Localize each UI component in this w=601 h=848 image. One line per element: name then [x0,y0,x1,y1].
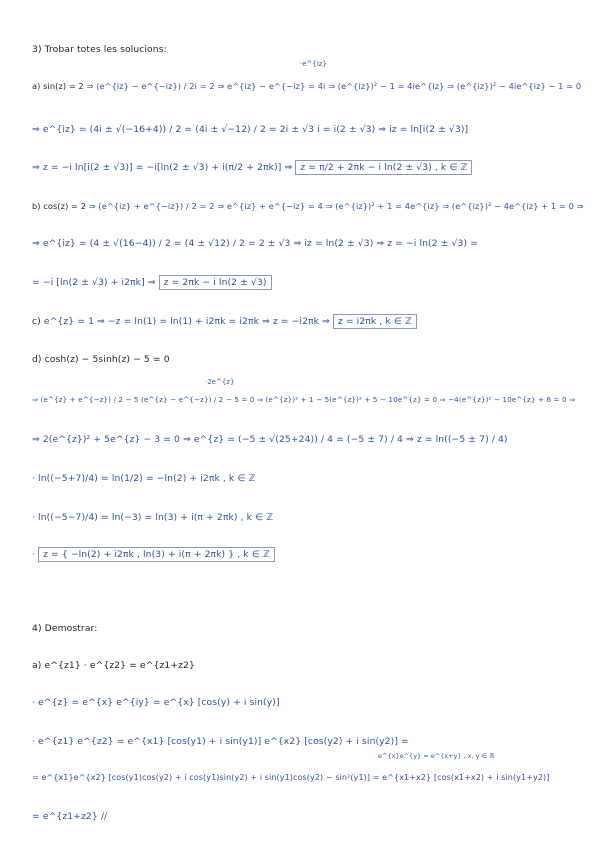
problem-4a-line-2: · e^{z1} e^{z2} = e^{x1} [cos(y1) + i sin(y1)] e^{x2} [cos(y2) + i sin(y2)] = [32,736,409,747]
problem-4a-statement [32,660,195,671]
problem-4a-equation: e^{z1} · e^{z2} = e^{z1+z2} [44,660,195,671]
part-d-line-1: ⇒ (e^{z} + e^{−z}) / 2 − 5 (e^{z} − e^{−z}) / 2 − 5 = 0 ⇒ (e^{z})² + 1 − 5(e^{z})² + 5 − 10e^{z} = 0 ⇒ −4(e^{z})² − 10e^{z} + 6 = 0 ⇒ [32,395,576,404]
problem-4a-line-4: = e^{z1+z2} // [32,811,108,822]
part-c-line [32,316,417,327]
part-c-label: c) [32,316,41,327]
part-a-line-3 [32,162,472,173]
part-b-label: b) [32,201,41,211]
part-b-line-1 [32,201,584,211]
part-d-line-4: · ln((−5−7)/4) = ln(−3) = ln(3) + i(π + 2πk) , k ∈ ℤ [32,512,274,523]
a-multiplier-note: ·e^{iz} [300,60,327,68]
problem-4-heading: 4) Demostrar: [32,623,98,634]
d-multiplier-note: ·2e^{z} [205,378,235,386]
part-d-result-box: z = { −ln(2) + i2πk , ln(3) + i(π + 2πk) } , k ∈ ℤ [38,547,275,562]
problem-4a-side-note: e^{x}e^{y} = e^{x+y} , x, y ∈ ℝ [378,752,495,760]
part-b-line-2: ⇒ e^{iz} = (4 ± √(16−4)) / 2 = (4 ± √12) / 2 = 2 ± √3 ⇒ iz = ln(2 ± √3) ⇒ z = −i ln(2 ± √3) = [32,238,478,249]
part-d-line-2: ⇒ 2(e^{z})² + 5e^{z} − 3 = 0 ⇒ e^{z} = (−5 ± √(25+24)) / 4 = (−5 ± 7) / 4 ⇒ z = ln((−5 ± 7) / 4) [32,434,508,445]
part-a-line-1 [32,81,581,91]
part-c-result-box: z = i2πk , k ∈ ℤ [333,314,417,329]
part-a-derivation: ⇒ (e^{iz} − e^{−iz}) / 2i = 2 ⇒ e^{iz} − e^{−iz} = 4i ⇒ (e^{iz})² − 1 = 4ie^{iz} ⇒ (e^{iz})² − 4ie^{iz} − 1 = 0 [86,81,582,91]
part-d-label: d) [32,354,42,365]
part-b-line-3-text: = −i [ln(2 ± √3) + i2πk] ⇒ [32,277,156,288]
part-b-result-box: z = 2πk − i ln(2 ± √3) [159,275,272,290]
problem-4a-label: a) [32,660,42,671]
part-d-line-5 [32,549,275,560]
part-d-result-bullet: · [32,549,36,560]
part-a-line-2: ⇒ e^{iz} = (4i ± √(−16+4)) / 2 = (4i ± √−12) / 2 = 2i ± √3 i = i(2 ± √3) ⇒ iz = ln[i(2 ± √3)] [32,124,469,135]
part-a-equation: sin(z) = 2 [43,81,84,91]
problem-4a-line-3: = e^{x1}e^{x2} [cos(y1)cos(y2) + i cos(y1)sin(y2) + i sin(y1)cos(y2) − sin²(y1)] = e^{x1+x2} [cos(x1+x2) + i sin(y1+y2)] [32,773,550,782]
part-c-derivation: e^{z} = 1 ⇒ −z = ln(1) = ln(1) + i2πk = i2πk ⇒ z = −i2πk ⇒ [43,316,330,327]
part-b-line-3 [32,277,272,288]
part-a-label: a) [32,81,41,91]
problem-3-heading: 3) Trobar totes les solucions: [32,44,167,55]
part-d-line-3: · ln((−5+7)/4) = ln(1/2) = −ln(2) + i2πk , k ∈ ℤ [32,473,256,484]
part-b-equation: cos(z) = 2 [43,201,87,211]
part-b-derivation: ⇒ (e^{iz} + e^{−iz}) / 2 = 2 ⇒ e^{iz} + e^{−iz} = 4 ⇒ (e^{iz})² + 1 = 4e^{iz} ⇒ (e^{iz})² − 4e^{iz} + 1 = 0 ⇒ [88,201,584,211]
problem-4a-line-1: · e^{z} = e^{x} e^{iy} = e^{x} [cos(y) + i sin(y)] [32,697,280,708]
part-d-heading [32,354,170,365]
part-d-equation: cosh(z) − 5sinh(z) − 5 = 0 [44,354,170,365]
part-a-result-box: z = π/2 + 2πk − i ln(2 ± √3) , k ∈ ℤ [295,160,472,175]
part-a-line-3-text: ⇒ z = −i ln[i(2 ± √3)] = −i[ln(2 ± √3) + i(π/2 + 2πk)] ⇒ [32,162,293,173]
